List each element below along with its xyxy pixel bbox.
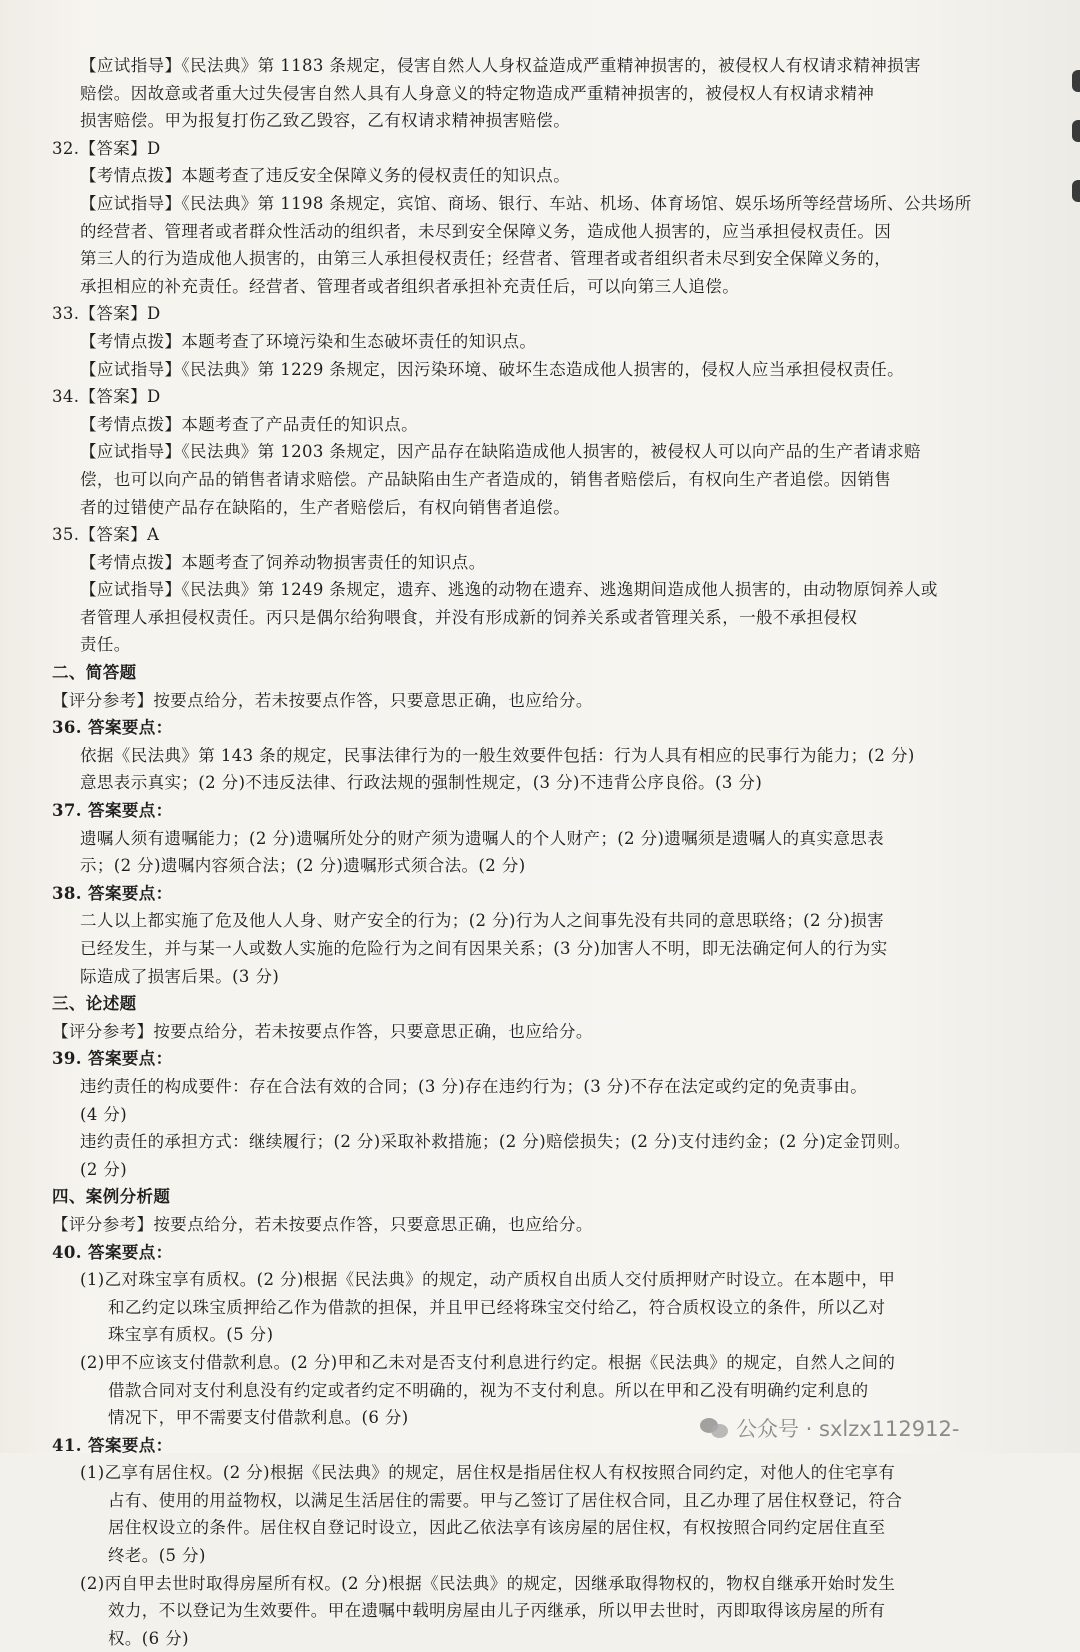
text-line: 珠宝享有质权。(5 分) (108, 1325, 274, 1345)
text-line: 权。(6 分) (108, 1628, 189, 1648)
text-line: 36. 答案要点： (52, 718, 173, 738)
text-line: 【评分参考】按要点给分，若未按要点作答，只要意思正确，也应给分。 (52, 1214, 593, 1234)
text-line: 遗嘱人须有遗嘱能力；(2 分)遗嘱所处分的财产须为遗嘱人的个人财产；(2 分)遗嘱须是遗嘱人的真实意思表 (80, 828, 885, 848)
text-line: 【评分参考】按要点给分，若未按要点作答，只要意思正确，也应给分。 (52, 690, 593, 710)
text-line: (2 分) (80, 1159, 128, 1179)
text-line: (1)乙享有居住权。(2 分)根据《民法典》的规定，居住权是指居住权人有权按照合同约定，对他人的住宅享有 (80, 1463, 896, 1483)
text-line: 【评分参考】按要点给分，若未按要点作答，只要意思正确，也应给分。 (52, 1021, 593, 1041)
text-line: (4 分) (80, 1104, 128, 1124)
text-line: 占有、使用的用益物权，以满足生活居住的需要。甲与乙签订了居住权合同，且乙办理了居住权登记，符合 (108, 1490, 903, 1510)
watermark (700, 1412, 959, 1444)
text-line: 37. 答案要点： (52, 801, 173, 821)
binding-hole-mark (1072, 70, 1080, 92)
text-line: 二人以上都实施了危及他人人身、财产安全的行为；(2 分)行为人之间事先没有共同的意思联络；(2 分)损害 (80, 911, 885, 931)
text-line: 依据《民法典》第 143 条的规定，民事法律行为的一般生效要件包括：行为人具有相应的民事行为能力；(2 分) (80, 745, 915, 765)
text-line: 违约责任的承担方式：继续履行；(2 分)采取补救措施；(2 分)赔偿损失；(2 分)支付违约金；(2 分)定金罚则。 (80, 1132, 911, 1152)
text-line: 居住权设立的条件。居住权自登记时设立，因此乙依法享有该房屋的居住权，有权按照合同约定居住直至 (108, 1518, 886, 1538)
text-line: (1)乙对珠宝享有质权。(2 分)根据《民法典》的规定，动产质权自出质人交付质押财产时设立。在本题中，甲 (80, 1270, 896, 1290)
section-heading: 二、简答题 (52, 663, 137, 683)
text-line: 赔偿。因故意或者重大过失侵害自然人具有人身意义的特定物造成严重精神损害的，被侵权人有权请求精神 (80, 83, 875, 103)
text-line: 意思表示真实；(2 分)不违反法律、行政法规的强制性规定，(3 分)不违背公序良俗。(3 分) (80, 773, 763, 793)
text-line: 38. 答案要点： (52, 883, 173, 903)
text-line: 32.【答案】D (52, 138, 161, 158)
binding-hole-mark (1072, 120, 1080, 142)
text-line: (2)甲不应该支付借款利息。(2 分)甲和乙未对是否支付利息进行约定。根据《民法典》的规定，自然人之间的 (80, 1352, 896, 1372)
text-line: 偿，也可以向产品的销售者请求赔偿。产品缺陷由生产者造成的，销售者赔偿后，有权向生产者追偿。因销售 (80, 469, 892, 489)
text-line: 33.【答案】D (52, 304, 161, 324)
text-line: 【考情点拨】本题考查了违反安全保障义务的侵权责任的知识点。 (80, 166, 571, 186)
watermark-text: 公众号 · sxlzx112912- (736, 1417, 960, 1441)
text-line: 【考情点拨】本题考查了产品责任的知识点。 (80, 414, 418, 434)
text-line: 41. 答案要点： (52, 1435, 173, 1455)
text-line: 借款合同对支付利息没有约定或者约定不明确的，视为不支付利息。所以在甲和乙没有明确约定利息的 (108, 1380, 869, 1400)
text-line: 34.【答案】D (52, 387, 161, 407)
text-line: 终老。(5 分) (108, 1546, 206, 1566)
wechat-icon (700, 1416, 730, 1440)
text-line: 损害赔偿。甲为报复打伤乙致乙毁容，乙有权请求精神损害赔偿。 (80, 111, 571, 131)
text-line: 责任。 (80, 635, 131, 655)
text-line: 情况下，甲不需要支付借款利息。(6 分) (108, 1408, 409, 1428)
text-line: 【应试指导】《民法典》第 1229 条规定，因污染环境、破坏生态造成他人损害的，侵权人应当承担侵权责任。 (80, 359, 905, 379)
text-line: 39. 答案要点： (52, 1049, 173, 1069)
text-line: 第三人的行为造成他人损害的，由第三人承担侵权责任；经营者、管理者或者组织者未尽到安全保障义务的， (80, 249, 892, 269)
text-line: 【应试指导】《民法典》第 1183 条规定，侵害自然人人身权益造成严重精神损害的，被侵权人有权请求精神损害 (80, 56, 921, 75)
text-line: 【考情点拨】本题考查了饲养动物损害责任的知识点。 (80, 552, 486, 572)
text-line: 【应试指导】《民法典》第 1203 条规定，因产品存在缺陷造成他人损害的，被侵权人可以向产品的生产者请求赔 (80, 442, 921, 462)
text-line: 示；(2 分)遗嘱内容须合法；(2 分)遗嘱形式须合法。(2 分) (80, 856, 526, 876)
section-heading: 四、案例分析题 (52, 1187, 171, 1207)
text-line: 者管理人承担侵权责任。丙只是偶尔给狗喂食，并没有形成新的饲养关系或者管理关系，一般不承担侵权 (80, 607, 858, 627)
text-line: 违约责任的构成要件：存在合法有效的合同；(3 分)存在违约行为；(3 分)不存在法定或约定的免责事由。 (80, 1076, 868, 1096)
text-line: 已经发生，并与某一人或数人实施的危险行为之间有因果关系；(3 分)加害人不明，即无法确定何人的行为实 (80, 939, 888, 958)
text-line: 际造成了损害后果。(3 分) (80, 966, 280, 986)
text-line: 【考情点拨】本题考查了环境污染和生态破坏责任的知识点。 (80, 331, 537, 351)
text-line: 和乙约定以珠宝质押给乙作为借款的担保，并且甲已经将珠宝交付给乙，符合质权设立的条件，所以乙对 (108, 1297, 886, 1317)
section-heading: 三、论述题 (52, 994, 137, 1014)
binding-hole-mark (1072, 180, 1080, 202)
text-line: 承担相应的补充责任。经营者、管理者或者组织者承担补充责任后，可以向第三人追偿。 (80, 276, 740, 296)
text-line: 者的过错使产品存在缺陷的，生产者赔偿后，有权向销售者追偿。 (80, 497, 571, 517)
text-line: 35.【答案】A (52, 525, 160, 545)
text-line: 40. 答案要点： (52, 1242, 173, 1262)
text-line: 的经营者、管理者或者群众性活动的组织者，未尽到安全保障义务，造成他人损害的，应当承担侵权责任。因 (80, 221, 892, 241)
text-line: (2)丙自甲去世时取得房屋所有权。(2 分)根据《民法典》的规定，因继承取得物权的，物权自继承开始时发生 (80, 1573, 896, 1593)
text-line: 【应试指导】《民法典》第 1249 条规定，遗弃、逃逸的动物在遗弃、逃逸期间造成他人损害的，由动物原饲养人或 (80, 580, 938, 600)
text-line: 【应试指导】《民法典》第 1198 条规定，宾馆、商场、银行、车站、机场、体育场馆、娱乐场所等经营场所、公共场所 (80, 193, 972, 213)
text-line: 效力，不以登记为生效要件。甲在遗嘱中载明房屋由儿子丙继承，所以甲去世时，丙即取得该房屋的所有 (108, 1601, 886, 1621)
